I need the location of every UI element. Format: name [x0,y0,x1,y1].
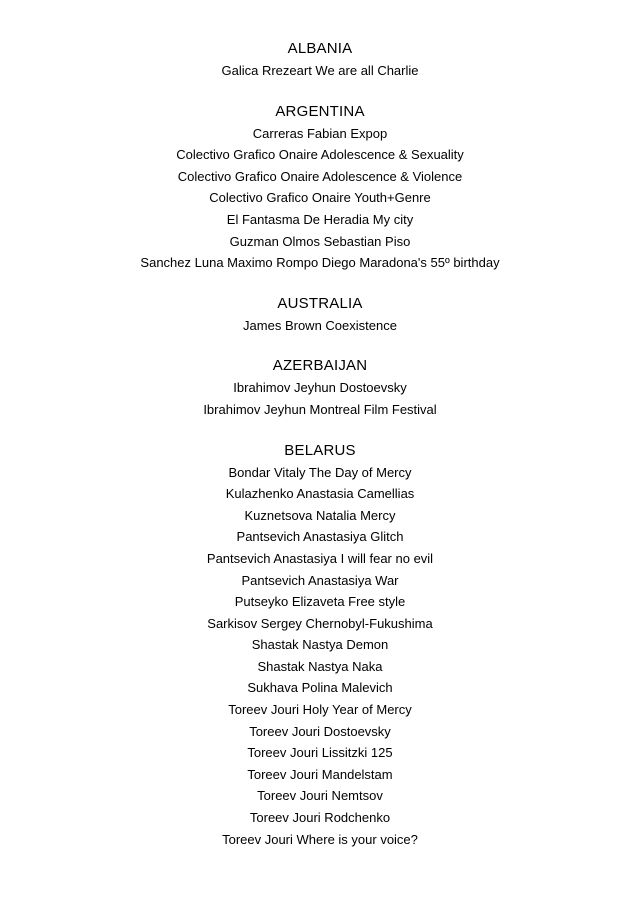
entry-item: Toreev Jouri Where is your voice? [222,831,418,847]
country-section-belarus [0,441,640,851]
entry-item: Toreev Jouri Nemtsov [257,788,383,804]
country-section-australia [0,294,640,337]
entry-list [0,60,640,82]
entry-item: El Fantasma De Heradia My city [226,211,414,227]
entry-item: Sukhava Polina Malevich [247,680,393,696]
entry-item: Colectivo Grafico Onaire Youth+Genre [209,190,431,206]
entry-item: Toreev Jouri Dostoevsky [249,723,391,739]
entry-item: Sanchez Luna Maximo Rompo Diego Maradona's 55º birthday [140,255,500,271]
entry-item: Pantsevich Anastasiya War [241,572,399,588]
entry-item: Shastak Nastya Demon [251,637,389,653]
entry-item: Putseyko Elizaveta Free style [234,594,406,610]
entry-list [0,123,640,274]
entry-list [0,315,640,337]
entry-item: Ibrahimov Jeyhun Dostoevsky [233,380,407,396]
country-heading: AUSTRALIA [277,294,363,312]
entry-item: Colectivo Grafico Onaire Adolescence & Sexuality [176,147,464,163]
entry-item: Shastak Nastya Naka [257,658,383,674]
entry-list [0,462,640,851]
entry-item: Colectivo Grafico Onaire Adolescence & Violence [177,168,463,184]
entry-list [0,377,640,420]
entry-item: Carreras Fabian Expop [252,125,388,141]
entry-item: Toreev Jouri Holy Year of Mercy [228,702,412,718]
entry-item: Kuznetsova Natalia Mercy [244,507,396,523]
country-section-albania [0,39,640,82]
entry-item: Bondar Vitaly The Day of Mercy [228,464,412,480]
country-heading: AZERBAIJAN [272,357,368,375]
country-section-azerbaijan [0,356,640,420]
country-heading: ALBANIA [287,40,353,57]
entry-item: Sarkisov Sergey Chernobyl-Fukushima [207,615,433,631]
entry-item: Toreev Jouri Lissitzki 125 [247,745,393,761]
entry-item: Toreev Jouri Mandelstam [247,766,393,782]
entry-item: James Brown Coexistence [243,317,397,333]
entry-item: Guzman Olmos Sebastian Piso [229,233,411,249]
country-section-argentina [0,102,640,274]
entry-item: Ibrahimov Jeyhun Montreal Film Festival [203,401,437,417]
country-heading: ARGENTINA [275,102,365,120]
entry-item: Kulazhenko Anastasia Camellias [225,486,415,502]
entry-item: Toreev Jouri Rodchenko [249,810,391,826]
country-heading: BELARUS [284,441,356,459]
entry-item: Pantsevich Anastasiya I will fear no evil [206,550,434,566]
entry-item: Pantsevich Anastasiya Glitch [236,529,404,545]
entry-item: Galica Rrezeart We are all Charlie [221,63,419,78]
